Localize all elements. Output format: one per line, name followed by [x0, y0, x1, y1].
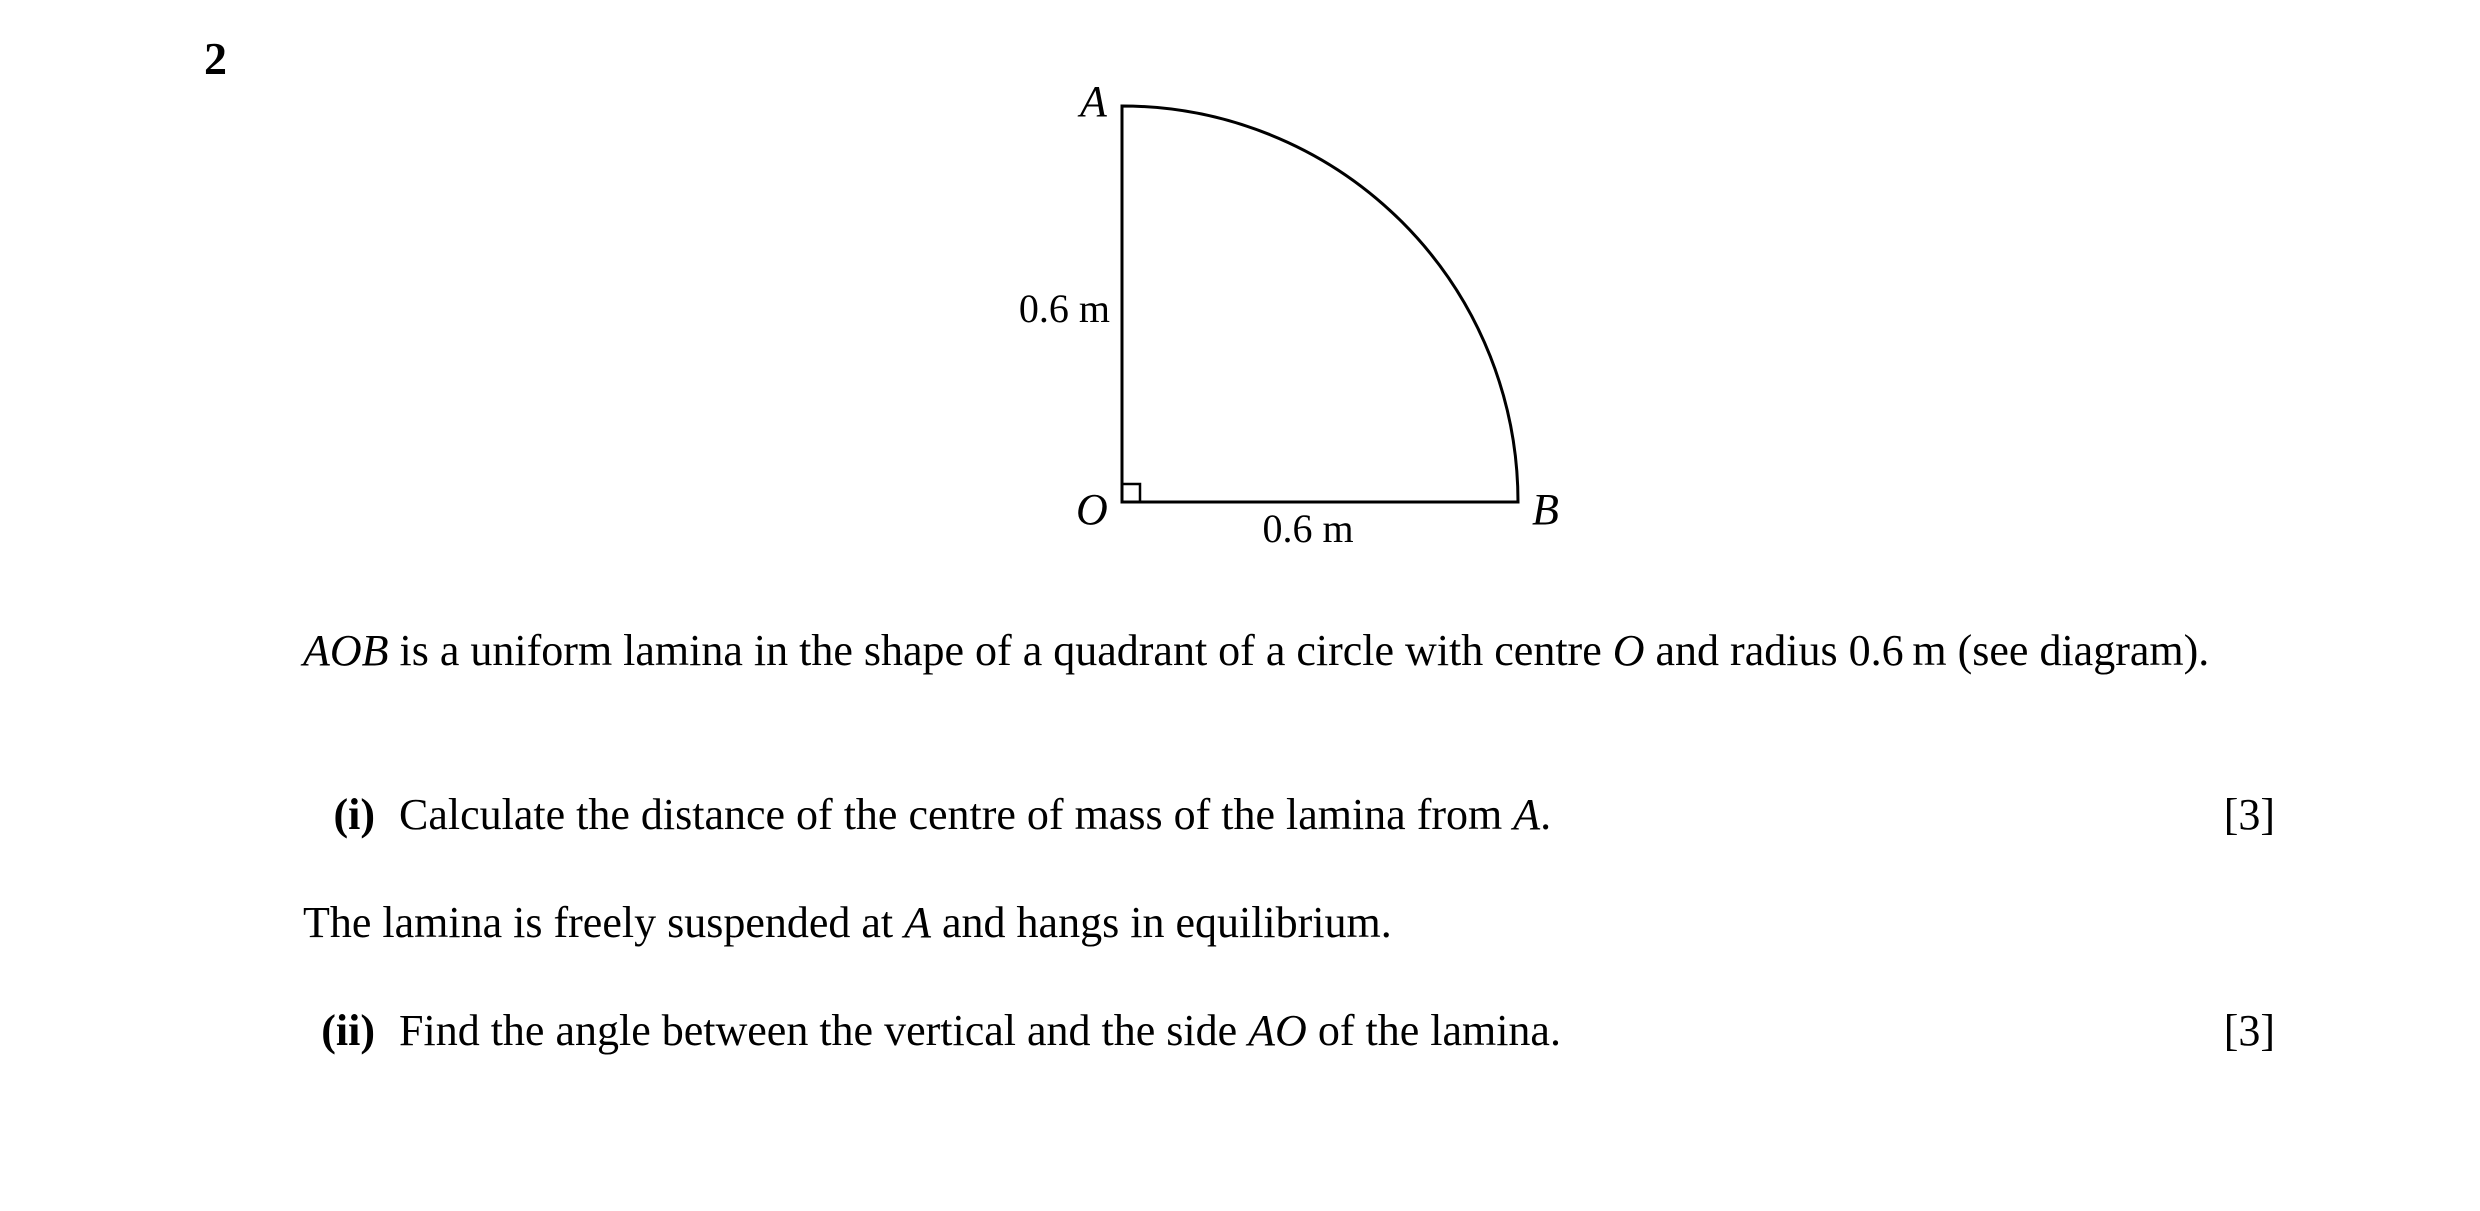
part-i-text-after: .	[1540, 790, 1552, 839]
label-length-oa: 0.6 m	[1018, 286, 1110, 331]
label-length-ob: 0.6 m	[1262, 506, 1354, 551]
part-ii-var: AO	[1248, 1006, 1307, 1055]
part-ii-text	[399, 1004, 1561, 1058]
intro-text-1: is a uniform lamina in the shape of a quadrant of a circle with centre	[388, 626, 1613, 675]
middle-text-after: and hangs in equilibrium.	[931, 898, 1392, 947]
question-intro	[303, 624, 2275, 678]
intro-lamina-name: AOB	[303, 626, 389, 675]
part-ii-text-before: Find the angle between the vertical and the side	[399, 1006, 1249, 1055]
part-ii	[303, 1004, 2275, 1058]
middle-text	[303, 896, 1392, 950]
part-i-var: A	[1513, 790, 1541, 839]
part-ii-label: (ii)	[321, 1006, 375, 1055]
middle-statement	[303, 896, 2275, 950]
part-i-marks: [3]	[2223, 790, 2275, 839]
label-point-a: A	[1080, 77, 1107, 126]
part-ii-marks: [3]	[2223, 1006, 2275, 1055]
quadrant-diagram	[0, 0, 2480, 600]
label-point-b: B	[1532, 485, 1559, 534]
middle-text-before: The lamina is freely suspended at	[303, 898, 905, 947]
part-ii-text-after: of the lamina.	[1306, 1006, 1561, 1055]
right-angle-marker	[1122, 484, 1140, 502]
quadrant-outline	[1122, 106, 1518, 502]
part-i-label: (i)	[333, 790, 375, 839]
part-i	[303, 788, 2275, 842]
intro-centre-name: O	[1612, 626, 1645, 675]
middle-var: A	[904, 898, 932, 947]
part-i-text	[399, 788, 1551, 842]
label-point-o: O	[1076, 485, 1108, 534]
question-number: 2	[204, 33, 227, 84]
part-i-text-before: Calculate the distance of the centre of mass of the lamina from	[399, 790, 1514, 839]
intro-text-2: and radius 0.6 m (see diagram).	[1644, 626, 2210, 675]
